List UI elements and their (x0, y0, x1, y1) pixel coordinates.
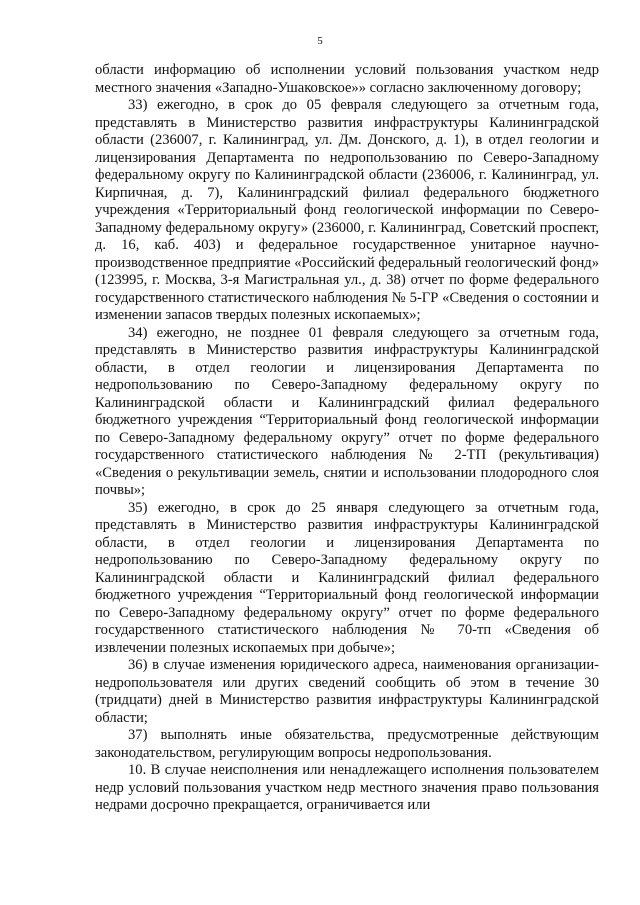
paragraph-continuation: области информацию об исполнении условий пользования участком недр местного значения «Западно-Ушаковское»» согласно заключенному договору; (95, 62, 599, 96)
paragraph-item-33: 33) ежегодно, в срок до 05 февраля следующего за отчетным года, представлять в Министерство развития инфраструктуры Калининградской области (236007, г. Калининград, ул. Дм. Донского, д. 1), в отдел геологии и лицензирования Департамента по недропользованию по Северо-Западному федеральному округу по Калининградской области (236006, г. Калининград, ул. Кирпичная, д. 7), Калининградский филиал федерального бюджетного учреждения «Территориальный фонд геологической информации по Северо-Западному федеральному округу» (236000, г. Калининград, Советский проспект, д. 16, каб. 403) и федеральное государственное унитарное научно-производственное предприятие «Российский федеральный геологический фонд» (123995, г. Москва, 3-я Магистральная ул., д. 38) отчет по форме федерального государственного статистического наблюдения № 5-ГР «Сведения о состоянии и изменении запасов твердых полезных ископаемых»; (95, 97, 599, 323)
paragraph-item-34: 34) ежегодно, не позднее 01 февраля следующего за отчетным года, представлять в Министерство развития инфраструктуры Калининградской области, в отдел геологии и лицензирования Департамента по недропользованию по Северо-Западному федеральному округу по Калининградской области и Калининградский филиал федерального бюджетного учреждения “Территориальный фонд геологической информации по Северо-Западному федеральному округу” отчет по форме федерального государственного статистического наблюдения № 2-ТП (рекультивация) «Сведения о рекультивации земель, снятии и использовании плодородного слоя почвы»; (95, 324, 599, 498)
paragraph-item-37: 37) выполнять иные обязательства, предусмотренные действующим законодательством, регулирующим вопросы недропользования. (95, 727, 599, 761)
page-number: 5 (317, 35, 323, 47)
paragraph-section-10: 10. В случае неисполнения или ненадлежащего исполнения пользователем недр условий пользования участком недр местного значения право пользования недрами досрочно прекращается, ограничивается или (95, 762, 599, 813)
paragraph-item-36: 36) в случае изменения юридического адреса, наименования организации-недропользователя или других сведений сообщить об этом в течение 30 (тридцати) дней в Министерство развития инфраструктуры Калининградской области; (95, 657, 599, 726)
document-body (95, 62, 599, 815)
paragraph-item-35: 35) ежегодно, в срок до 25 января следующего за отчетным года, представлять в Министерство развития инфраструктуры Калининградской области, в отдел геологии и лицензирования Департамента по недропользованию по Северо-Западному федеральному округу по Калининградской области и Калининградский филиал федерального бюджетного учреждения “Территориальный фонд геологической информации по Северо-Западному федеральному округу” отчет по форме федерального государственного статистического наблюдения № 70-тп «Сведения об извлечении полезных ископаемых при добыче»; (95, 499, 599, 656)
